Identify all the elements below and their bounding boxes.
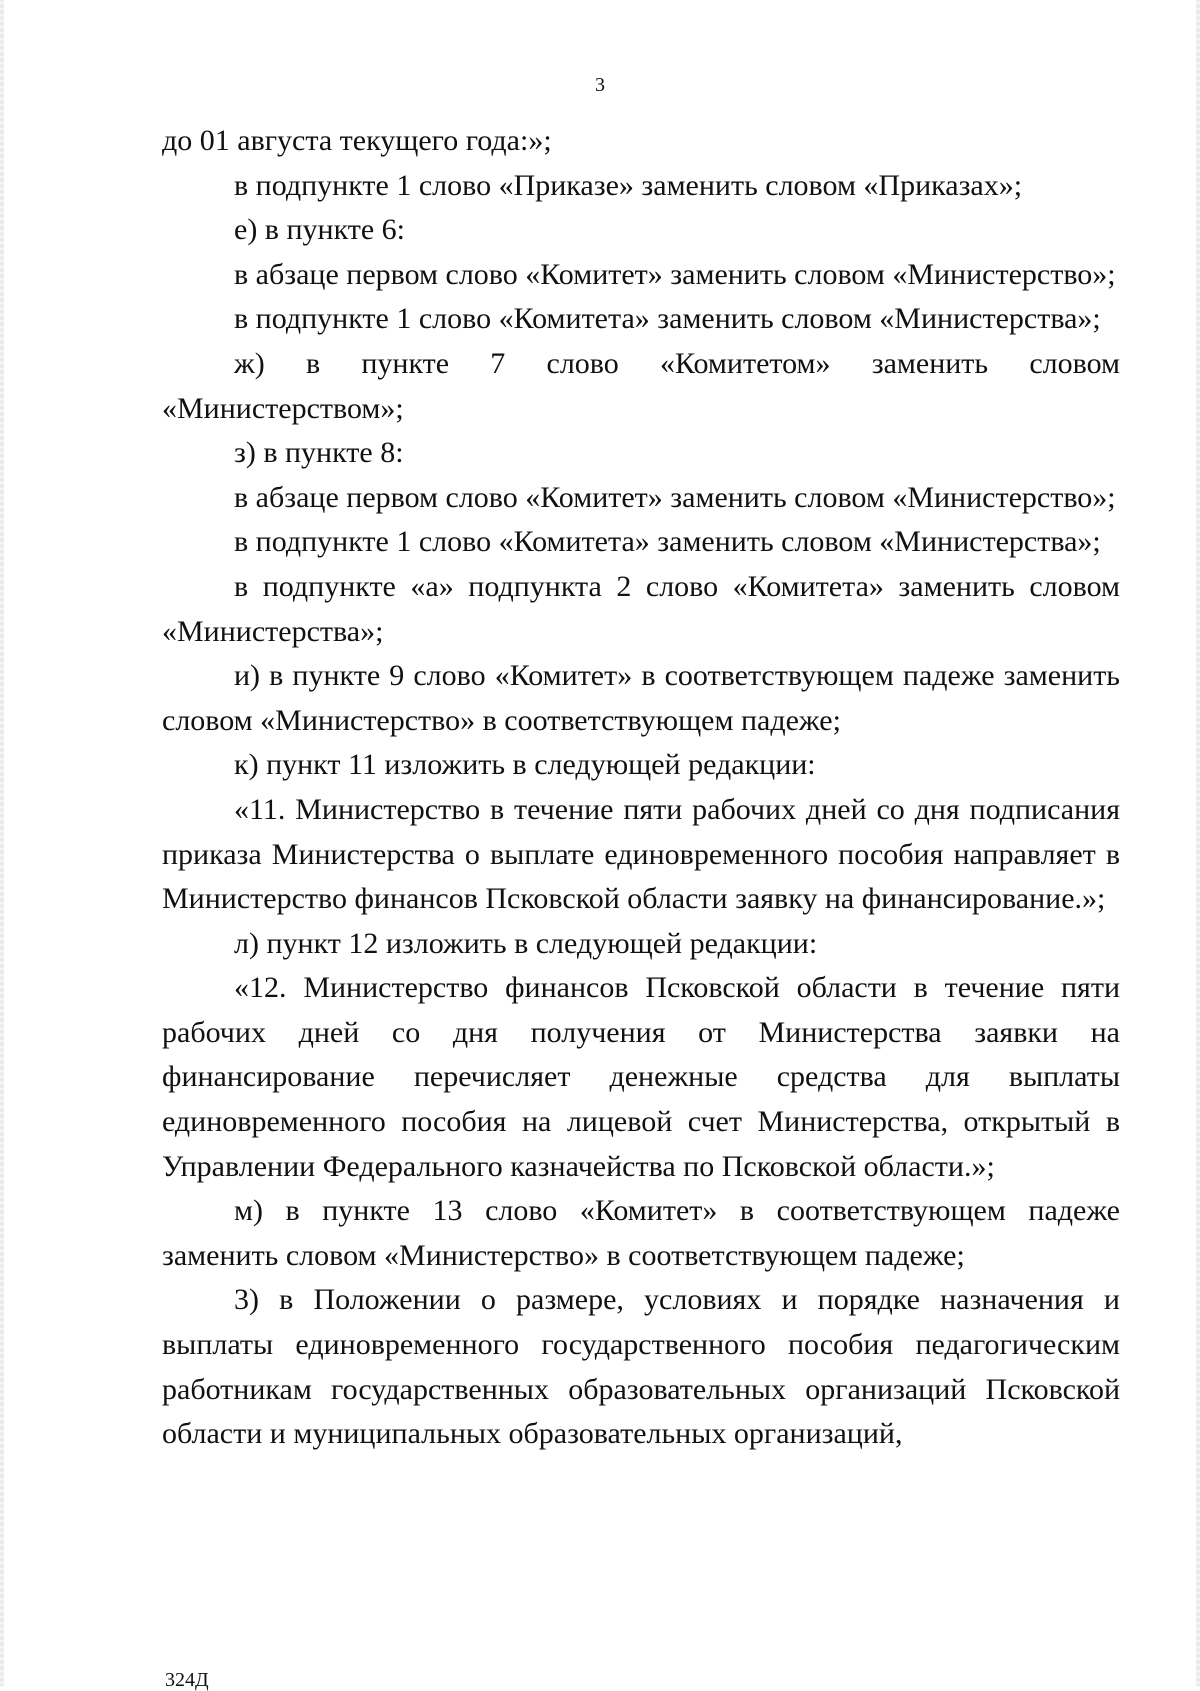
paragraph: е) в пункте 6: [234,213,406,247]
paragraph: в подпункте 1 слово «Приказе» заменить словом «Приказах»; [234,168,1023,202]
paragraph: в подпункте «а» подпункта 2 слово «Комитета» заменить словом «Министерства»; [162,569,1120,648]
paragraph: л) пункт 12 изложить в следующей редакции: [234,926,818,960]
paragraph: в подпункте 1 слово «Комитета» заменить словом «Министерства»; [234,302,1101,336]
paragraph: и) в пункте 9 слово «Комитет» в соответствующем падеже заменить словом «Министерство» в соответствующем падеже; [162,659,1120,737]
paragraph: к) пункт 11 изложить в следующей редакции: [234,748,816,782]
paragraph: «12. Министерство финансов Псковской области в течение пяти рабочих дней со дня получения от Министерства заявки на финансирование перечисляет денежные средства для выплаты единовременного пособия на лицевой счет Министерства, открытый в Управлении Федерального казначейства по Псковской области.»; [162,971,1120,1183]
paragraph: 3) в Положении о размере, условиях и порядке назначения и выплаты единовременного государственного пособия педагогическим работникам государственных образовательных организаций Псковской области и муниципальных образовательных организаций, [162,1283,1120,1451]
footer-code: 324Д [165,1669,209,1691]
paragraph: до 01 августа текущего года:»; [162,124,552,157]
paragraph: в подпункте 1 слово «Комитета» заменить словом «Министерства»; [234,525,1101,559]
document-body [162,119,1120,1457]
paragraph: ж) в пункте 7 слово «Комитетом» заменить словом «Министерством»; [162,346,1120,425]
paragraph: «11. Министерство в течение пяти рабочих дней со дня подписания приказа Министерства о выплате единовременного пособия направляет в Министерство финансов Псковской области заявку на финансирование.»; [162,792,1120,916]
page-number: 3 [595,74,605,96]
paragraph: в абзаце первом слово «Комитет» заменить словом «Министерство»; [234,257,1116,291]
paragraph: в абзаце первом слово «Комитет» заменить словом «Министерство»; [234,480,1116,514]
scan-edge-left [0,0,4,1686]
paragraph: м) в пункте 13 слово «Комитет» в соответствующем падеже заменить словом «Министерство» в соответствующем падеже; [162,1194,1120,1272]
scan-edge-right [1196,0,1200,1686]
paragraph: з) в пункте 8: [234,436,404,470]
